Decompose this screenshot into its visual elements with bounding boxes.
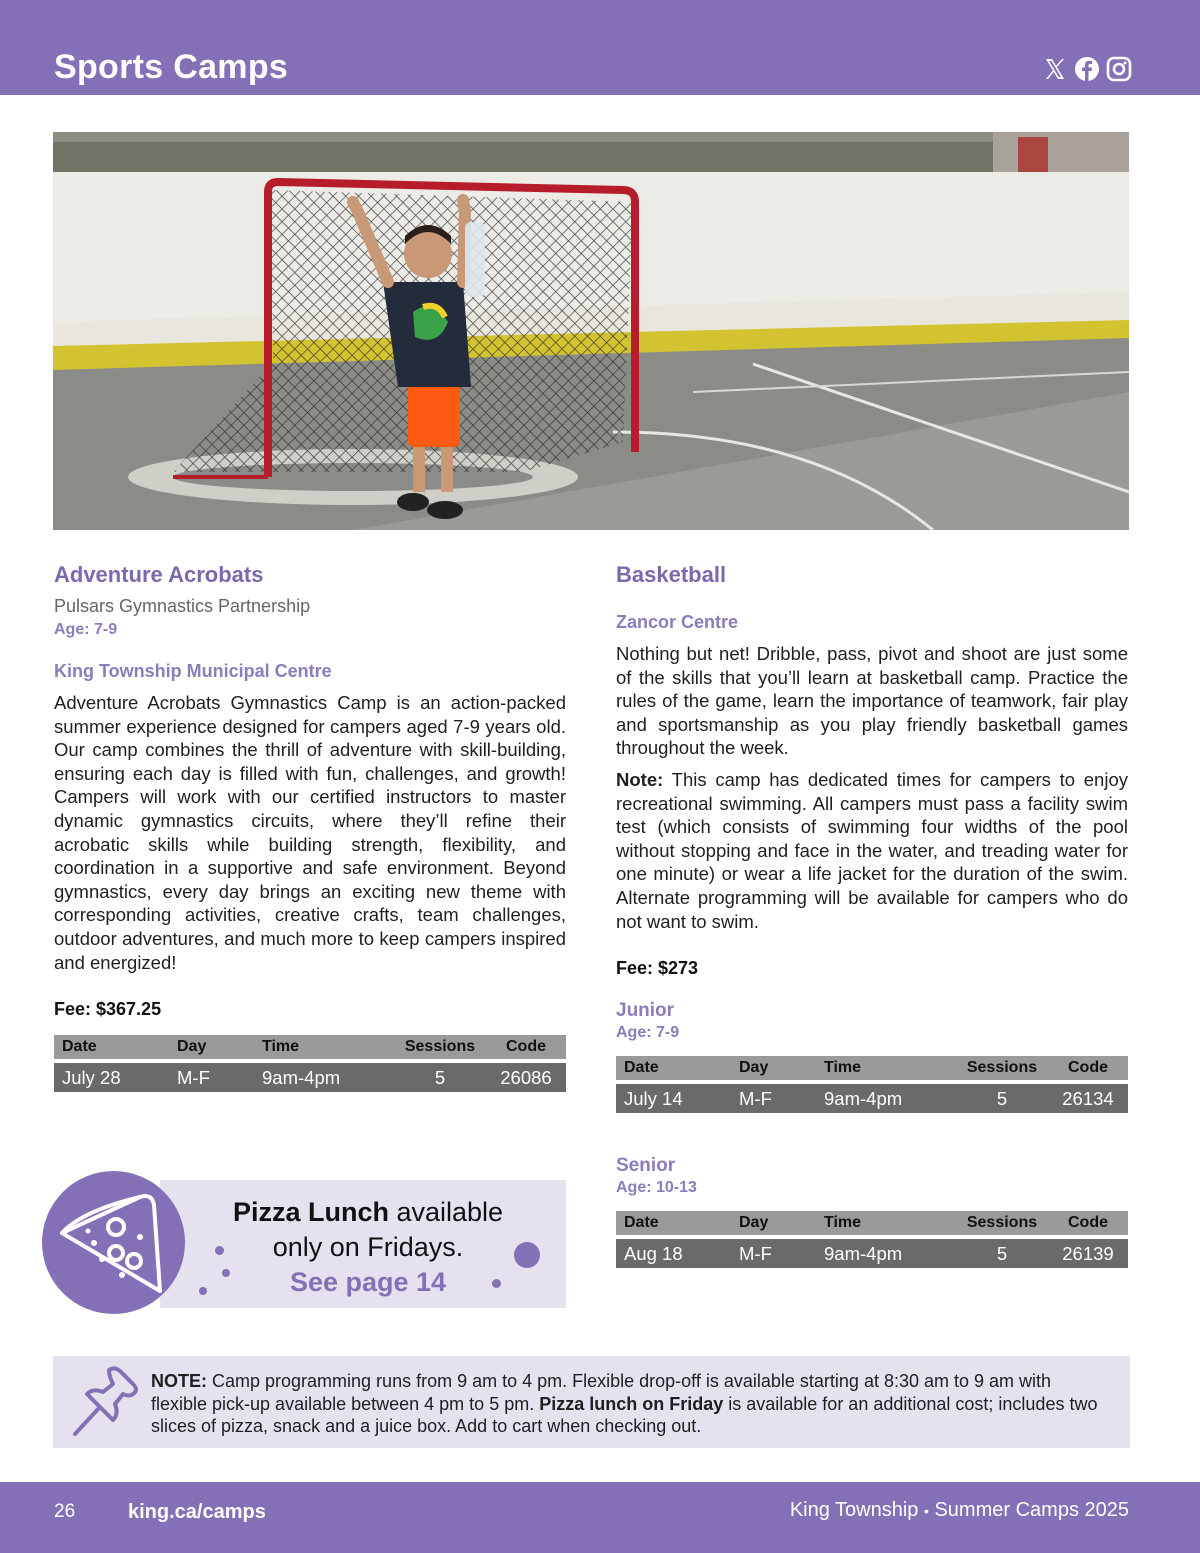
pizza-rest: available [388,1197,504,1227]
page-header [0,0,1200,95]
note-text-2: is available for an additional cost; includes two slices of pizza, snack and a juice box. Add to cart when checking out. [151,1393,1098,1436]
camp-description: Nothing but net! Dribble, pass, pivot and shoot are just some of the skills that you’ll learn at basketball camp. Practice the rules of the game, learn the importance of teamwork, fair play and sportsmanship as you play friendly basketball games throughout the week. [616,643,1128,759]
camp-title: Basketball [616,562,727,587]
footer-brand [790,1499,1129,1522]
pizza-icon [42,1171,185,1314]
col-header-day: Day [731,1056,816,1080]
venue-name: Zancor Centre [616,612,739,632]
col-header-date: Date [54,1035,169,1059]
cell-code: 26134 [1048,1084,1128,1113]
camp-description: Adventure Acrobats Gymnastics Camp is an action-packed summer experience designed for campers aged 7-9 years old. Our camp combines the thrill of adventure with skill-building, ensuring each day is filled with fun, challenges, and growth! Campers will work with our certified instructors to master dynamic gymnastics circuits, where they’ll refine their acrobatic skills while building strength, flexibility, and coordination in a supportive and safe environment. Beyond gymnastics, every day brings an exciting new theme with corresponding activities, creative crafts, team challenges, outdoor adventures, and much more to keep campers inspired and energized! [54,692,566,973]
col-header-sessions: Sessions [956,1056,1048,1080]
decor-dot [222,1269,230,1277]
col-header-code: Code [486,1035,566,1059]
cell-time: 9am-4pm [816,1239,956,1268]
col-header-day: Day [731,1211,816,1235]
col-header-time: Time [816,1211,956,1235]
junior-label: Junior [616,1000,675,1022]
cell-code: 26139 [1048,1239,1128,1268]
cell-sessions: 5 [956,1084,1048,1113]
footer-separator: • [924,1503,929,1519]
camp-photo [53,132,1129,530]
page-footer [0,1482,1200,1553]
page-number: 26 [54,1501,76,1522]
cell-sessions: 5 [394,1063,486,1092]
col-header-sessions: Sessions [394,1035,486,1059]
schedule-table [54,1031,566,1096]
pizza-text [200,1195,536,1300]
cell-time: 9am-4pm [816,1084,956,1113]
schedule-header-row [616,1211,1128,1235]
footer-publication: Summer Camps 2025 [934,1499,1129,1521]
note-text [151,1370,1111,1438]
cell-time: 9am-4pm [254,1063,394,1092]
senior-schedule-table [616,1207,1128,1272]
basketball-section [616,562,1128,1272]
decor-dot [492,1279,501,1288]
col-header-date: Date [616,1056,731,1080]
junior-age: Age: 7-9 [616,1024,680,1042]
cell-date: Aug 18 [616,1239,731,1268]
camp-fee: Fee: $273 [616,958,699,979]
pizza-bold: Pizza Lunch [232,1197,389,1227]
col-header-time: Time [816,1056,956,1080]
note-label: NOTE: [151,1371,207,1391]
decor-dot [215,1246,224,1255]
note-bold: Pizza lunch on Friday [539,1393,724,1414]
x-icon[interactable] [1042,56,1068,82]
decor-dot [514,1242,540,1268]
note-text-1: Camp programming runs from 9 am to 4 pm. Flexible drop-off is available starting at 8:30 am to 9 am with flexible pick-up available between 4 pm to 5 pm. [151,1371,1052,1414]
facebook-icon[interactable] [1074,56,1100,82]
cell-date: July 14 [616,1084,731,1113]
see-page-link[interactable]: See page 14 [289,1267,447,1297]
venue-name: King Township Municipal Centre [54,661,332,681]
pizza-badge [42,1171,185,1314]
swim-note-text: This camp has dedicated times for campers to enjoy recreational swimming. All campers must pass a facility swim test (which consists of swimming four widths of the pool without stopping and face in the water, and treading water for one minute) or wear a life jacket for the duration of the swim. Alternate programming will be available for campers who do not want to swim. [616,768,1128,932]
cell-day: M-F [169,1063,254,1092]
schedule-header-row [54,1035,566,1059]
instagram-icon[interactable] [1106,56,1132,82]
partner-name: Pulsars Gymnastics Partnership [54,596,311,616]
col-header-sessions: Sessions [956,1211,1048,1235]
table-row [54,1063,566,1092]
camp-fee: Fee: $367.25 [54,999,162,1020]
swim-note [616,768,1128,933]
col-header-day: Day [169,1035,254,1059]
adventure-acrobats-section [54,562,566,1096]
footer-org: King Township [789,1499,919,1521]
senior-label: Senior [616,1155,676,1177]
table-row [616,1239,1128,1268]
col-header-date: Date [616,1211,731,1235]
col-header-code: Code [1048,1056,1128,1080]
camp-title: Adventure Acrobats [54,562,264,587]
cell-date: July 28 [54,1063,169,1092]
age-range: Age: 7-9 [54,621,118,638]
cell-day: M-F [731,1084,816,1113]
senior-age: Age: 10-13 [616,1179,697,1197]
swim-note-label: Note: [616,768,664,790]
footer-url-link[interactable]: king.ca/camps [128,1501,266,1523]
junior-schedule-table [616,1052,1128,1117]
col-header-code: Code [1048,1211,1128,1235]
cell-code: 26086 [486,1063,566,1092]
table-row [616,1084,1128,1113]
cell-sessions: 5 [956,1239,1048,1268]
programming-note [53,1356,1130,1448]
col-header-time: Time [254,1035,394,1059]
decor-dot [199,1287,207,1295]
page-title: Sports Camps [54,48,289,86]
social-links [1042,56,1132,82]
pizza-line-1 [200,1195,536,1230]
cell-day: M-F [731,1239,816,1268]
pushpin-icon [69,1364,141,1442]
schedule-header-row [616,1056,1128,1080]
pizza-line-2: only on Fridays. [272,1232,464,1262]
